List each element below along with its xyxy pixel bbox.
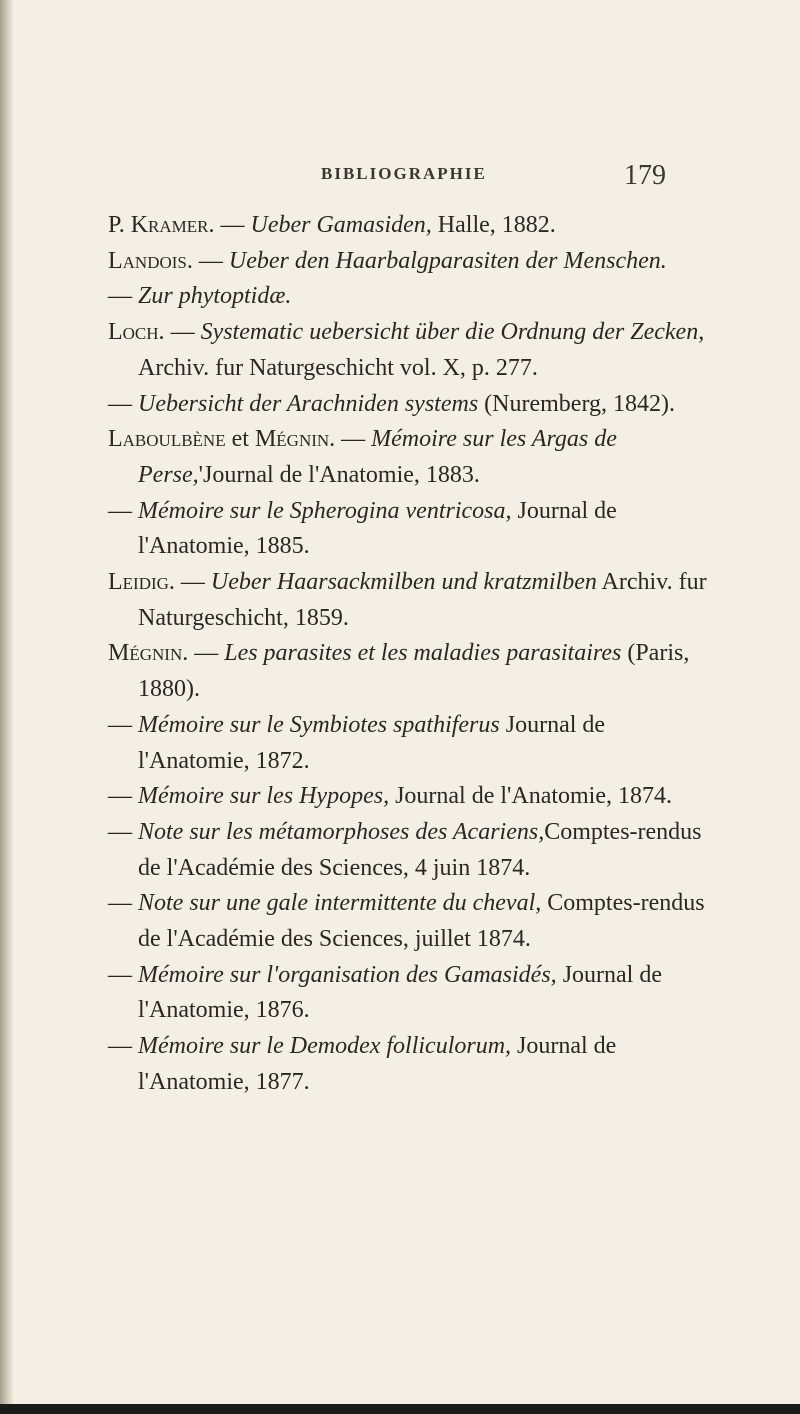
entry-title: Mémoire sur l'organisation des Gamasidés,	[138, 961, 557, 988]
entry-title: Mémoire sur le Spherogina ventricosa,	[138, 497, 512, 524]
entry-separator: —	[108, 711, 138, 738]
entry-separator: et	[225, 426, 255, 453]
entry-title: Systematic uebersicht über die Ordnung der Zecken,	[200, 319, 705, 346]
entry-details: Journal de l'Anatomie, 1877.	[138, 1033, 617, 1095]
entry-separator: —	[108, 890, 138, 917]
entry-details: Halle, 1882.	[431, 212, 556, 238]
entry-details: (Nuremberg, 1842).	[478, 390, 676, 417]
entry-title: Mémoire sur le Demodex folliculorum,	[138, 1033, 512, 1060]
entry-separator: —	[174, 569, 211, 596]
bibliography-entry	[108, 1029, 708, 1100]
entry-details: Comptes-rendus de l'Académie des Sciences, 4 juin 1874.	[138, 818, 702, 881]
entry-title: Ueber den Haarbalgparasiten der Menschen.	[228, 247, 667, 274]
bibliography-entry	[108, 315, 708, 386]
entry-author: Leidig.	[108, 569, 175, 596]
bibliography-entry	[108, 208, 708, 244]
entry-separator: —	[108, 1033, 138, 1060]
entry-details: (Paris, 1880).	[138, 640, 690, 703]
bibliography-entry	[108, 387, 708, 423]
entry-separator: —	[108, 818, 138, 845]
entry-details: Journal de l'Anatomie, 1876.	[138, 961, 662, 1024]
bibliography-entry	[108, 815, 708, 886]
entry-title: Note sur une gale intermittente du cheval,	[138, 890, 542, 917]
entry-author: Loch.	[108, 319, 165, 346]
page-number: 179	[624, 160, 666, 191]
entry-title: Note sur les métamorphoses des Acariens,	[138, 818, 545, 845]
bibliography-entry	[108, 708, 708, 779]
entry-details: Journal de l'Anatomie, 1874.	[389, 783, 672, 810]
entry-title: Zur phytoptidæ.	[138, 283, 292, 310]
entry-title: Mémoire sur les Argas de Perse,	[138, 426, 617, 488]
bibliography-entry	[108, 244, 708, 280]
entry-separator: —	[108, 961, 138, 988]
entry-details: Journal de l'Anatomie, 1885.	[138, 497, 617, 560]
entry-author: Laboulbène	[108, 426, 226, 453]
bibliography-entry	[108, 279, 708, 315]
entry-coauthor: Mégnin.	[254, 426, 336, 453]
entry-separator: —	[108, 497, 138, 524]
running-head: BIBLIOGRAPHIE	[321, 164, 487, 183]
entry-separator: —	[108, 283, 138, 310]
bibliography-entry	[108, 565, 708, 636]
entry-title: Uebersicht der Arachniden systems	[138, 390, 479, 417]
bibliography-entry	[108, 636, 708, 707]
entry-details: Comptes-rendus de l'Académie des Sciences, juillet 1874.	[138, 890, 705, 953]
entry-separator: —	[108, 390, 138, 417]
entry-details: Archiv. fur Naturgeschicht vol. X, p. 277.	[138, 354, 538, 381]
entry-details: 'Journal de l'Anatomie, 1883.	[198, 461, 480, 488]
entry-title: Ueber Haarsackmilben und kratzmilben	[210, 569, 597, 596]
entry-separator: —	[108, 783, 138, 810]
entry-author: Landois.	[108, 247, 193, 274]
bibliography-entry	[108, 886, 708, 957]
entry-separator: —	[192, 247, 229, 274]
entry-author: P. Kramer.	[108, 212, 215, 238]
bibliography-entry	[108, 958, 708, 1029]
entry-separator: —	[214, 212, 251, 238]
entry-author: Mégnin.	[108, 640, 189, 667]
entry-title: Les parasites et les maladies parasitaires	[224, 640, 622, 667]
bibliography-entry	[108, 494, 708, 565]
entry-details: Journal de l'Anatomie, 1872.	[138, 711, 606, 774]
entry-separator: —	[335, 426, 372, 453]
bottom-edge	[0, 1404, 800, 1414]
entry-title: Mémoire sur les Hypopes,	[138, 783, 390, 810]
entry-details: Archiv. fur Naturgeschicht, 1859.	[138, 569, 707, 631]
bibliography-entry	[108, 422, 708, 493]
entry-title: Mémoire sur le Symbiotes spathiferus	[138, 711, 500, 738]
entry-separator: —	[188, 640, 225, 667]
bibliography-list	[108, 208, 708, 1101]
entry-title: Ueber Gamasiden,	[250, 212, 432, 238]
entry-separator: —	[164, 319, 201, 346]
page-header	[0, 160, 800, 200]
bibliography-entry	[108, 779, 708, 815]
page-binding-shadow	[0, 0, 14, 1414]
